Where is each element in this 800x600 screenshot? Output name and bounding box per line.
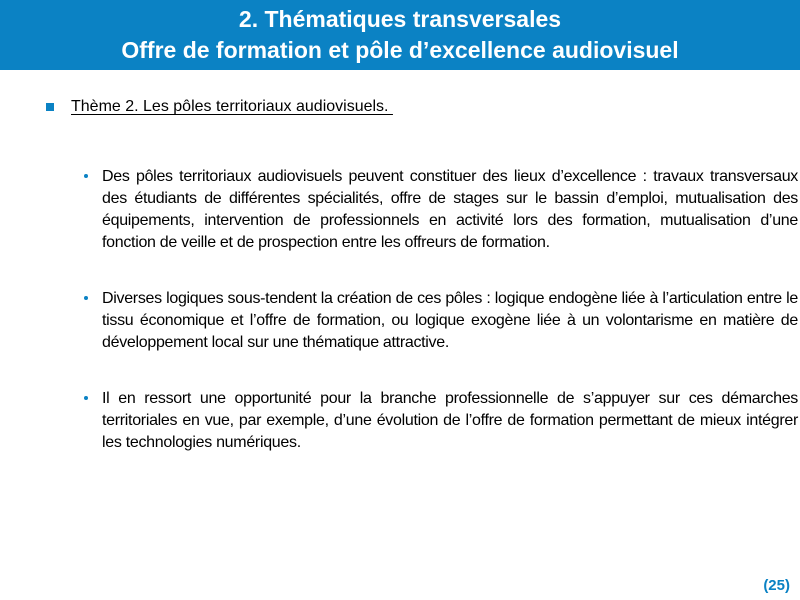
slide-title-line-1: 2. Thématiques transversales xyxy=(238,6,562,32)
bullet-list xyxy=(84,166,798,454)
slide-header xyxy=(0,0,800,70)
list-item xyxy=(84,166,798,254)
list-item-text: Des pôles territoriaux audiovisuels peuvent constituer des lieux d’excellence : travaux transversaux des étudiants de différentes spécialités, offre de stages sur le bassin d’emploi, mutualisation des équipements, intervention de professionnels en activité lors des formation, mutualisation d’une fonction de veille et de prospection entre les offreurs de formation. xyxy=(102,168,798,251)
slide-title-line-2: Offre de formation et pôle d’excellence audiovisuel xyxy=(121,37,679,63)
theme-heading xyxy=(46,96,786,118)
dot-bullet-icon xyxy=(84,296,88,300)
dot-bullet-icon xyxy=(84,396,88,400)
theme-title: Thème 2. Les pôles territoriaux audiovisuels. xyxy=(71,98,393,115)
list-item xyxy=(84,288,798,354)
list-item xyxy=(84,388,798,454)
page-number: (25) xyxy=(763,577,790,594)
list-item-text: Diverses logiques sous-tendent la création de ces pôles : logique endogène liée à l’articulation entre le tissu économique et l’offre de formation, ou logique exogène liée à un volontarisme en matière de développement local sur une thématique attractive. xyxy=(102,290,798,351)
square-bullet-icon xyxy=(46,103,54,111)
list-item-text: Il en ressort une opportunité pour la branche professionnelle de s’appuyer sur ces démarches territoriales en vue, par exemple, d’une évolution de l’offre de formation permettant de mieux intégrer les technologies numériques. xyxy=(102,390,798,451)
dot-bullet-icon xyxy=(84,174,88,178)
slide-body xyxy=(46,96,798,488)
